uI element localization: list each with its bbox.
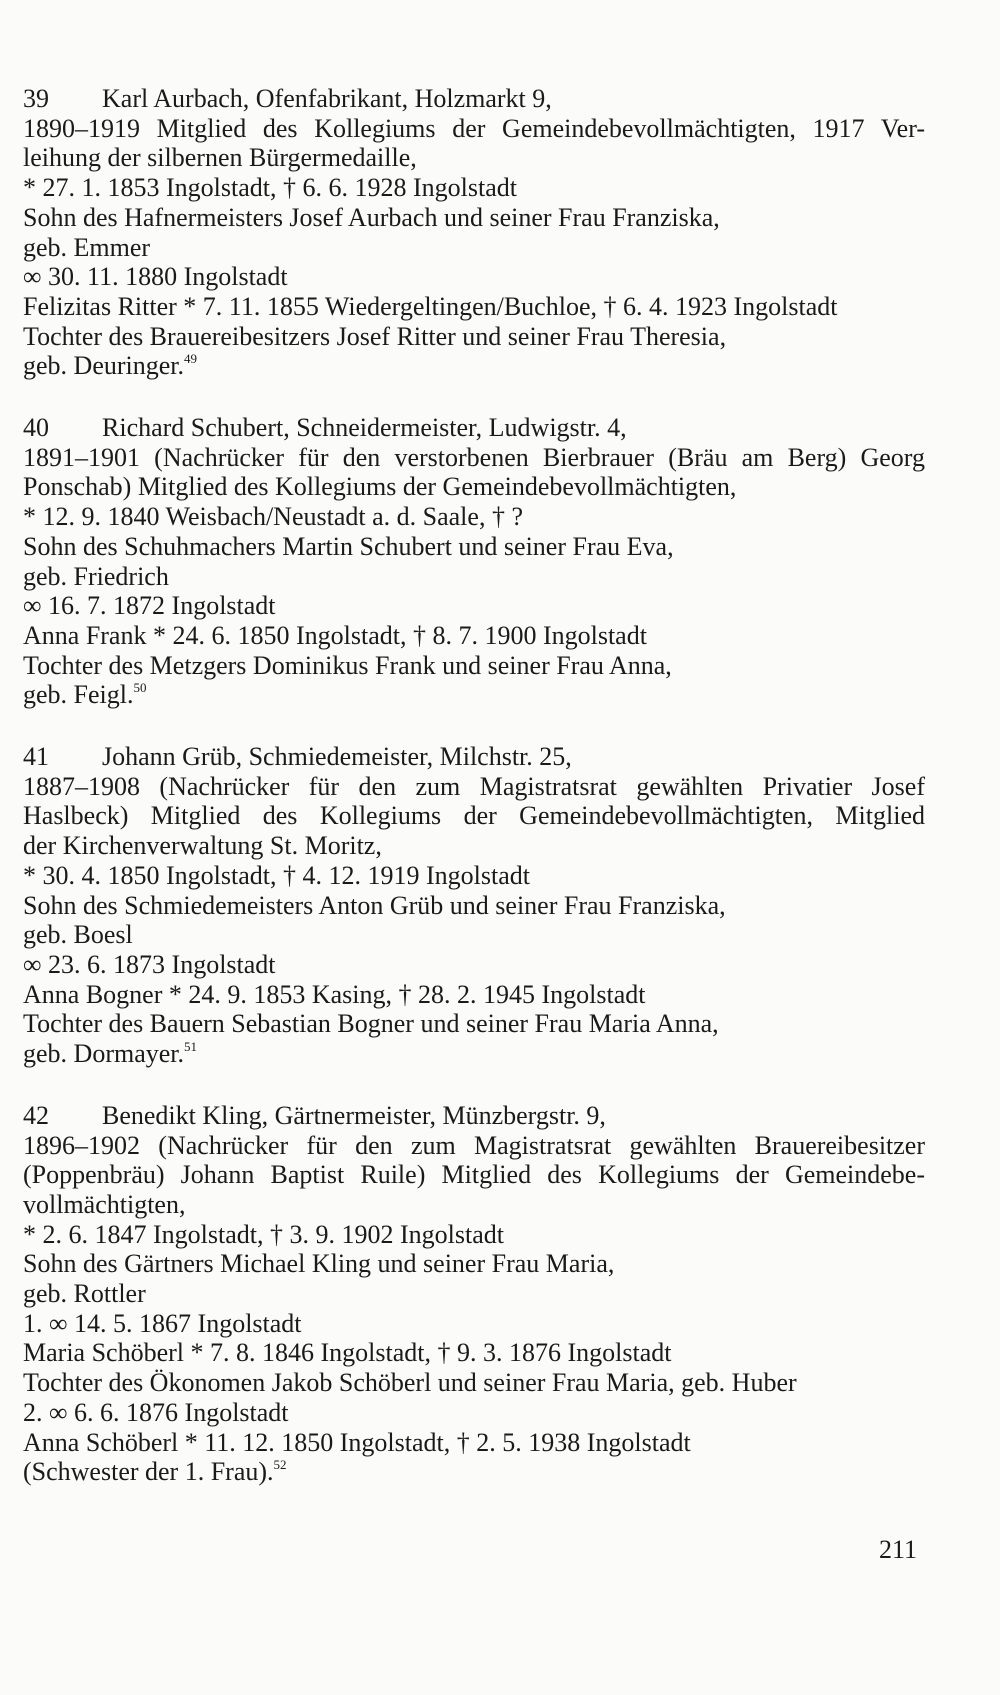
entry-line-text: (Poppenbräu) Johann Baptist Ruile) Mitglied des Kollegiums der Gemeindebe- xyxy=(23,1160,925,1190)
entry-number: 39 xyxy=(23,84,49,113)
footnote-reference: 52 xyxy=(273,1457,287,1473)
entry-line-text: Sohn des Hafnermeisters Josef Aurbach und seiner Frau Franziska, xyxy=(23,202,720,232)
entry-line-text: Ponschab) Mitglied des Kollegiums der Gemeindebevollmächtigten, xyxy=(23,472,737,502)
entry-line xyxy=(23,1190,925,1220)
entry-line xyxy=(23,831,925,861)
page-body xyxy=(23,84,925,1519)
entry-line-text: Tochter des Ökonomen Jakob Schöberl und seiner Frau Maria, geb. Huber xyxy=(23,1368,797,1398)
footnote-reference: 50 xyxy=(133,680,147,696)
entry-line xyxy=(23,292,925,322)
entry-line xyxy=(23,621,925,651)
entry-line-text: Sohn des Schmiedemeisters Anton Grüb und seiner Frau Franziska, xyxy=(23,890,726,920)
entry-line-text: Anna Bogner * 24. 9. 1853 Kasing, † 28. 2. 1945 Ingolstadt xyxy=(23,979,646,1009)
entry-line xyxy=(23,680,925,710)
entry-heading xyxy=(23,742,925,772)
entry-heading-text: Benedikt Kling, Gärtnermeister, Münzbergstr. 9, xyxy=(102,1100,606,1130)
entry-line-text: Sohn des Schuhmachers Martin Schubert und seiner Frau Eva, xyxy=(23,531,674,561)
entry-line-text: geb. Boesl xyxy=(23,920,133,950)
entry-line xyxy=(23,233,925,263)
entry-line-text: * 27. 1. 1853 Ingolstadt, † 6. 6. 1928 Ingolstadt xyxy=(23,173,517,203)
entry-line xyxy=(23,1131,925,1161)
entry-line-text: (Schwester der 1. Frau). xyxy=(23,1457,274,1487)
entry-line xyxy=(23,173,925,203)
entry-line xyxy=(23,1338,925,1368)
entry-line xyxy=(23,772,925,802)
entry-line-text: * 30. 4. 1850 Ingolstadt, † 4. 12. 1919 Ingolstadt xyxy=(23,860,530,890)
entry-number: 40 xyxy=(23,413,49,443)
entry-41 xyxy=(23,742,925,1069)
entry-line xyxy=(23,1249,925,1279)
entry-line-text: Tochter des Brauereibesitzers Josef Ritter und seiner Frau Theresia, xyxy=(23,321,727,351)
entry-line xyxy=(23,980,925,1010)
page-number: 211 xyxy=(879,1535,918,1564)
entry-line xyxy=(23,203,925,233)
entry-number: 42 xyxy=(23,1100,49,1130)
entry-line-text: 1887–1908 (Nachrücker für den zum Magistratsrat gewählten Privatier Josef xyxy=(23,771,925,801)
entry-line xyxy=(23,651,925,681)
entry-line xyxy=(23,591,925,621)
footnote-reference: 51 xyxy=(184,1039,198,1055)
entry-line-text: Anna Frank * 24. 6. 1850 Ingolstadt, † 8. 7. 1900 Ingolstadt xyxy=(23,620,647,650)
entry-39 xyxy=(23,84,925,381)
entry-number: 41 xyxy=(23,742,49,772)
entry-40 xyxy=(23,413,925,710)
entry-line-text: geb. Rottler xyxy=(23,1279,146,1309)
entry-line-text: * 12. 9. 1840 Weisbach/Neustadt a. d. Saale, † ? xyxy=(23,502,523,532)
entry-line xyxy=(23,532,925,562)
footnote-reference: 49 xyxy=(184,351,198,367)
entry-line xyxy=(23,262,925,292)
entry-line-text: Maria Schöberl * 7. 8. 1846 Ingolstadt, † 9. 3. 1876 Ingolstadt xyxy=(23,1338,672,1368)
entry-line xyxy=(23,861,925,891)
entry-heading-text: Karl Aurbach, Ofenfabrikant, Holzmarkt 9, xyxy=(102,84,552,113)
entry-line-text: Tochter des Bauern Sebastian Bogner und seiner Frau Maria Anna, xyxy=(23,1009,719,1039)
entry-line-text: Haslbeck) Mitglied des Kollegiums der Gemeindebevollmächtigten, Mitglied xyxy=(23,801,925,831)
entry-line-text: geb. Friedrich xyxy=(23,561,169,591)
entry-line xyxy=(23,801,925,831)
entry-line xyxy=(23,1457,925,1487)
entry-line-text: 1890–1919 Mitglied des Kollegiums der Gemeindebevollmächtigten, 1917 Ver- xyxy=(23,113,925,143)
entry-line-text: 1. ∞ 14. 5. 1867 Ingolstadt xyxy=(23,1308,302,1338)
entry-line xyxy=(23,950,925,980)
entry-line-text: Felizitas Ritter * 7. 11. 1855 Wiedergeltingen/Buchloe, † 6. 4. 1923 Ingolstadt xyxy=(23,291,838,321)
entry-heading xyxy=(23,1101,925,1131)
entry-line xyxy=(23,443,925,473)
entry-heading xyxy=(23,84,925,114)
entry-heading-text: Richard Schubert, Schneidermeister, Ludwigstr. 4, xyxy=(102,413,627,443)
entry-line xyxy=(23,1009,925,1039)
entry-line xyxy=(23,114,925,144)
entry-line-text: * 2. 6. 1847 Ingolstadt, † 3. 9. 1902 Ingolstadt xyxy=(23,1219,504,1249)
entry-line xyxy=(23,1309,925,1339)
entry-line xyxy=(23,1398,925,1428)
entry-line-text: geb. Dormayer. xyxy=(23,1039,185,1069)
entry-line xyxy=(23,562,925,592)
entry-42 xyxy=(23,1101,925,1487)
entry-line-text: vollmächtigten, xyxy=(23,1189,186,1219)
entry-line xyxy=(23,502,925,532)
entry-line xyxy=(23,351,925,381)
entry-line-text: geb. Feigl. xyxy=(23,680,134,710)
entry-line xyxy=(23,1039,925,1069)
entry-line-text: Sohn des Gärtners Michael Kling und seiner Frau Maria, xyxy=(23,1249,615,1279)
entry-line xyxy=(23,472,925,502)
entry-line xyxy=(23,143,925,173)
entry-line-text: Anna Schöberl * 11. 12. 1850 Ingolstadt, † 2. 5. 1938 Ingolstadt xyxy=(23,1427,691,1457)
entry-heading-text: Johann Grüb, Schmiedemeister, Milchstr. 25, xyxy=(102,742,572,772)
entry-line xyxy=(23,322,925,352)
entry-line xyxy=(23,1368,925,1398)
entry-line xyxy=(23,920,925,950)
entry-line-text: Tochter des Metzgers Dominikus Frank und seiner Frau Anna, xyxy=(23,650,672,680)
entry-line-text: geb. Deuringer. xyxy=(23,351,185,381)
entry-line-text: leihung der silbernen Bürgermedaille, xyxy=(23,143,417,173)
entry-line xyxy=(23,1279,925,1309)
entry-line-text: 1891–1901 (Nachrücker für den verstorbenen Bierbrauer (Bräu am Berg) Georg xyxy=(23,442,925,472)
entry-line-text: 1896–1902 (Nachrücker für den zum Magistratsrat gewählten Brauereibesitzer xyxy=(23,1130,925,1160)
entry-line-text: geb. Emmer xyxy=(23,232,151,262)
entry-line-text: ∞ 16. 7. 1872 Ingolstadt xyxy=(23,591,276,621)
entry-line-text: 2. ∞ 6. 6. 1876 Ingolstadt xyxy=(23,1397,289,1427)
entry-heading xyxy=(23,413,925,443)
entry-line-text: ∞ 23. 6. 1873 Ingolstadt xyxy=(23,949,276,979)
entry-line-text: ∞ 30. 11. 1880 Ingolstadt xyxy=(23,262,288,292)
entry-line xyxy=(23,1428,925,1458)
entry-line-text: der Kirchenverwaltung St. Moritz, xyxy=(23,831,382,861)
entry-line xyxy=(23,1220,925,1250)
entry-line xyxy=(23,891,925,921)
entry-line xyxy=(23,1160,925,1190)
